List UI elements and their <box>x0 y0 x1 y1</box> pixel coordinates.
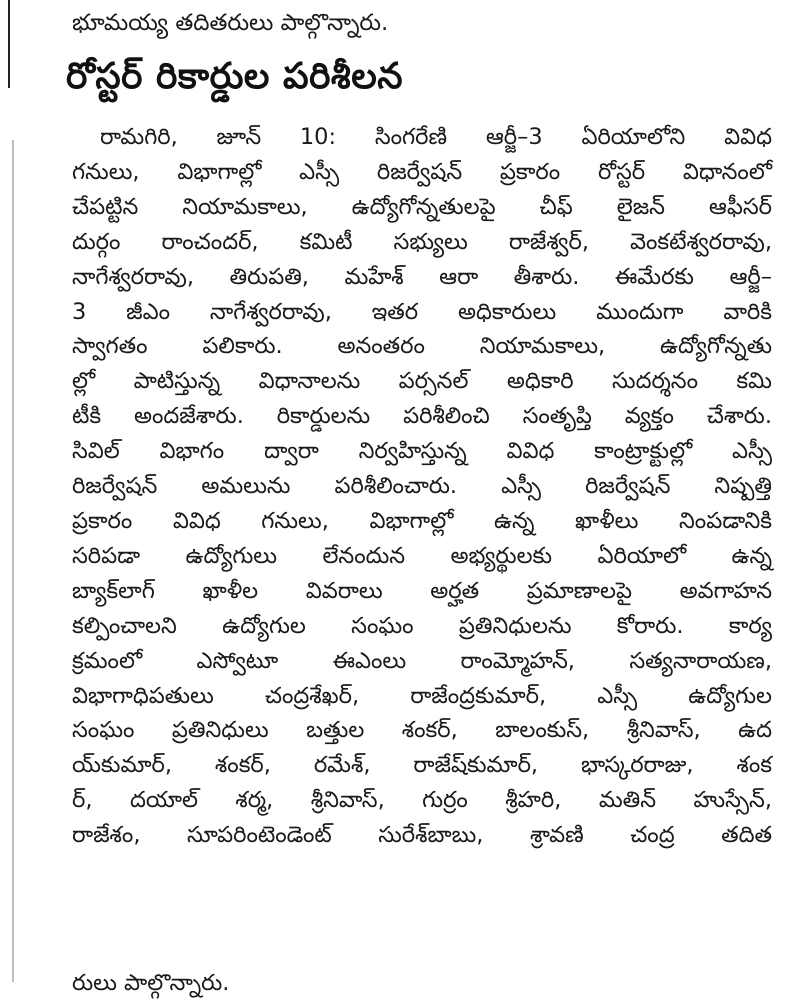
article-line: ప్రకారం వివిధ గనులు, విభాగాల్లో ఉన్న ఖాళీలు నింపడానికి <box>72 507 772 534</box>
article-line: ర్, దయాల్ శర్మ, శ్రీనివాస్, గుర్రం శ్రీహరి, మతిన్ హుస్సేన్, <box>72 787 772 814</box>
column-divider <box>12 140 14 982</box>
article-cutoff-line-container <box>72 966 772 996</box>
article-line: క్రమంలో ఎస్వోటూ ఈఎంలు రాంమ్మోహన్, సత్యనారాయణ, <box>72 647 772 674</box>
article-headline: రోస్టర్ రికార్డుల పరిశీలన <box>66 56 404 97</box>
article-line: స్వాగతం పలికారు. అనంతరం నియామకాలు, ఉద్యోగోన్నతు <box>72 333 772 360</box>
article-line: య్‌కుమార్, శంకర్, రమేశ్, రాజేష్‌కుమార్, భాస్కరరాజు, శంక <box>72 752 772 779</box>
article-line: టీకి అందజేశారు. రికార్డులను పరిశీలించి సంతృప్తి వ్యక్తం చేశారు. <box>72 403 772 430</box>
article-line: ల్లో పాటిస్తున్న విధానాలను పర్సనల్ అధికారి సుదర్శనం కమి <box>72 368 772 395</box>
article-line: రామగిరి, జూన్ 10: సింగరేణి ఆర్జీ–3 ఏరియాలోని వివిధ <box>100 124 772 150</box>
article-line: సరిపడా ఉద్యోగులు లేనందున అభ్యర్థులకు ఏరియాలో ఉన్న <box>72 542 772 569</box>
article-line: చేపట్టిన నియామకాలు, ఉద్యోగోన్నతులపై చీఫ్ లైజన్ ఆఫీసర్ <box>72 193 772 220</box>
article-line: సివిల్ విభాగం ద్వారా నిర్వహిస్తున్న వివిధ కాంట్రాక్టుల్లో ఎస్సీ <box>72 438 772 465</box>
article-line: నాగేశ్వరరావు, తిరుపతి, మహేశ్ ఆరా తీశారు. ఈమేరకు ఆర్జీ– <box>72 263 772 290</box>
previous-article-last-line: భూమయ్య తదితరులు పాల్గొన్నారు. <box>72 10 389 36</box>
article-line: 3 జీఎం నాగేశ్వరరావు, ఇతర అధికారులు ముందుగా వారికి <box>72 298 772 325</box>
article-line: దుర్గం రాంచందర్, కమిటీ సభ్యులు రాజేశ్వర్, వెంకటేశ్వరరావు, <box>72 228 772 255</box>
article-line: గనులు, విభాగాల్లో ఎస్సీ రిజర్వేషన్ ప్రకారం రోస్టర్ విధానంలో <box>72 158 772 185</box>
article-line: రిజర్వేషన్ అమలును పరిశీలించారు. ఎస్సీ రిజర్వేషన్ నిష్పత్తి <box>72 473 772 500</box>
article-line: రాజేశం, సూపరింటెండెంట్ సురేశ్‌బాబు, శ్రావణి చంద్ర తదిత <box>72 822 772 849</box>
article-line: బ్యాక్‌లాగ్ ఖాళీల వివరాలు అర్హత ప్రమాణాలపై అవగాహన <box>72 577 772 604</box>
article-line: కల్పించాలని ఉద్యోగుల సంఘం ప్రతినిధులను కోరారు. కార్య <box>72 612 772 639</box>
article-line: సంఘం ప్రతినిధులు బత్తుల శంకర్, బాలంకుస్, శ్రీనివాస్, ఉద <box>72 717 772 744</box>
column-divider-top <box>0 0 10 88</box>
article-cutoff-line: రులు పాల్గొన్నారు. <box>72 970 230 996</box>
article-line: విభాగాధిపతులు చంద్రశేఖర్, రాజేంద్రకుమార్, ఎస్సీ ఉద్యోగుల <box>72 682 772 709</box>
article-body <box>72 120 772 853</box>
